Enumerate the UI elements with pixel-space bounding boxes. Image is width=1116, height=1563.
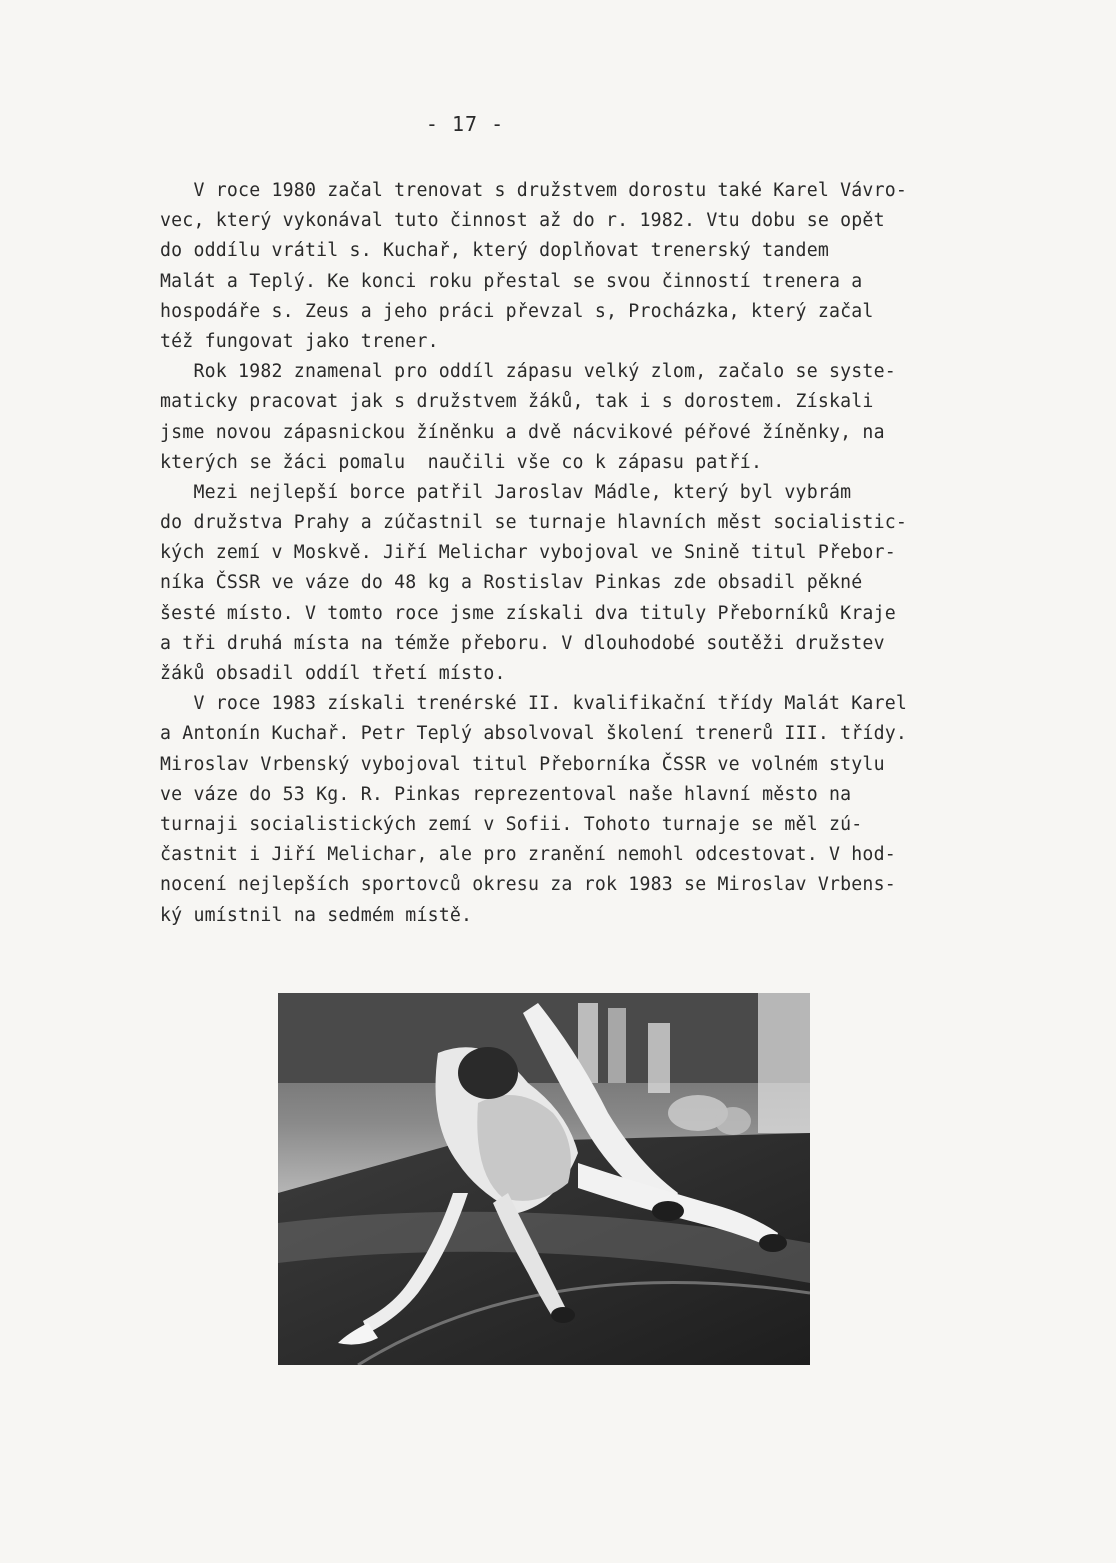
text-line: maticky pracovat jak s družstvem žáků, tak i s dorostem. Získali: [160, 391, 874, 413]
page-number: - 17 -: [425, 112, 505, 136]
text-line: jsme novou zápasnickou žíněnku a dvě nácvikové péřové žíněnky, na: [160, 421, 885, 443]
text-line: turnaji socialistických zemí v Sofii. Tohoto turnaje se měl zú-: [160, 813, 863, 835]
text-line: a Antonín Kuchař. Petr Teplý absolvoval školení trenerů III. třídy.: [160, 723, 908, 745]
text-line: Rok 1982 znamenal pro oddíl zápasu velký zlom, začalo se syste-: [160, 361, 896, 383]
text-line: nocení nejlepších sportovců okresu za rok 1983 se Miroslav Vrbens-: [160, 874, 896, 896]
wrestling-photo: [278, 993, 810, 1365]
text-line: V roce 1980 začal trenovat s družstvem dorostu také Karel Vávro-: [160, 180, 908, 201]
text-line: vec, který vykonával tuto činnost až do r. 1982. Vtu dobu se opět: [160, 210, 885, 232]
text-line: častnit i Jiří Melichar, ale pro zranění nemohl odcestovat. V hod-: [160, 844, 896, 866]
text-line: Mezi nejlepší borce patřil Jaroslav Mádle, který byl vybrám: [160, 481, 852, 503]
text-line: Malát a Teplý. Ke konci roku přestal se svou činností trenera a: [160, 270, 863, 292]
text-line: do družstva Prahy a zúčastnil se turnaje hlavních měst socialistic-: [160, 512, 908, 534]
text-line: kých zemí v Moskvě. Jiří Melichar vybojoval ve Snině titul Přebor-: [160, 542, 896, 564]
text-line: hospodáře s. Zeus a jeho práci převzal s, Procházka, který začal: [160, 300, 874, 322]
text-line: šesté místo. V tomto roce jsme získali dva tituly Přeborníků Kraje: [160, 602, 896, 624]
text-line: kterých se žáci pomalu naučili vše co k zápasu patří.: [160, 451, 763, 473]
text-line: níka ČSSR ve váze do 48 kg a Rostislav Pinkas zde obsadil pěkné: [160, 572, 863, 594]
text-line: do oddílu vrátil s. Kuchař, který doplňovat trenerský tandem: [160, 240, 829, 262]
text-line: a tři druhá místa na témže přeboru. V dlouhodobé soutěži družstev: [160, 632, 885, 654]
text-line: ký umístnil na sedmém místě.: [160, 904, 473, 926]
text-line: ve váze do 53 Kg. R. Pinkas reprezentoval naše hlavní město na: [160, 783, 852, 805]
text-line: V roce 1983 získali trenérské II. kvalifikační třídy Malát Karel: [160, 693, 908, 715]
body-text: [160, 176, 970, 931]
text-line: též fungovat jako trener.: [160, 330, 439, 352]
text-line: Miroslav Vrbenský vybojoval titul Přeborníka ČSSR ve volném stylu: [160, 753, 885, 775]
text-line: žáků obsadil oddíl třetí místo.: [160, 663, 506, 684]
